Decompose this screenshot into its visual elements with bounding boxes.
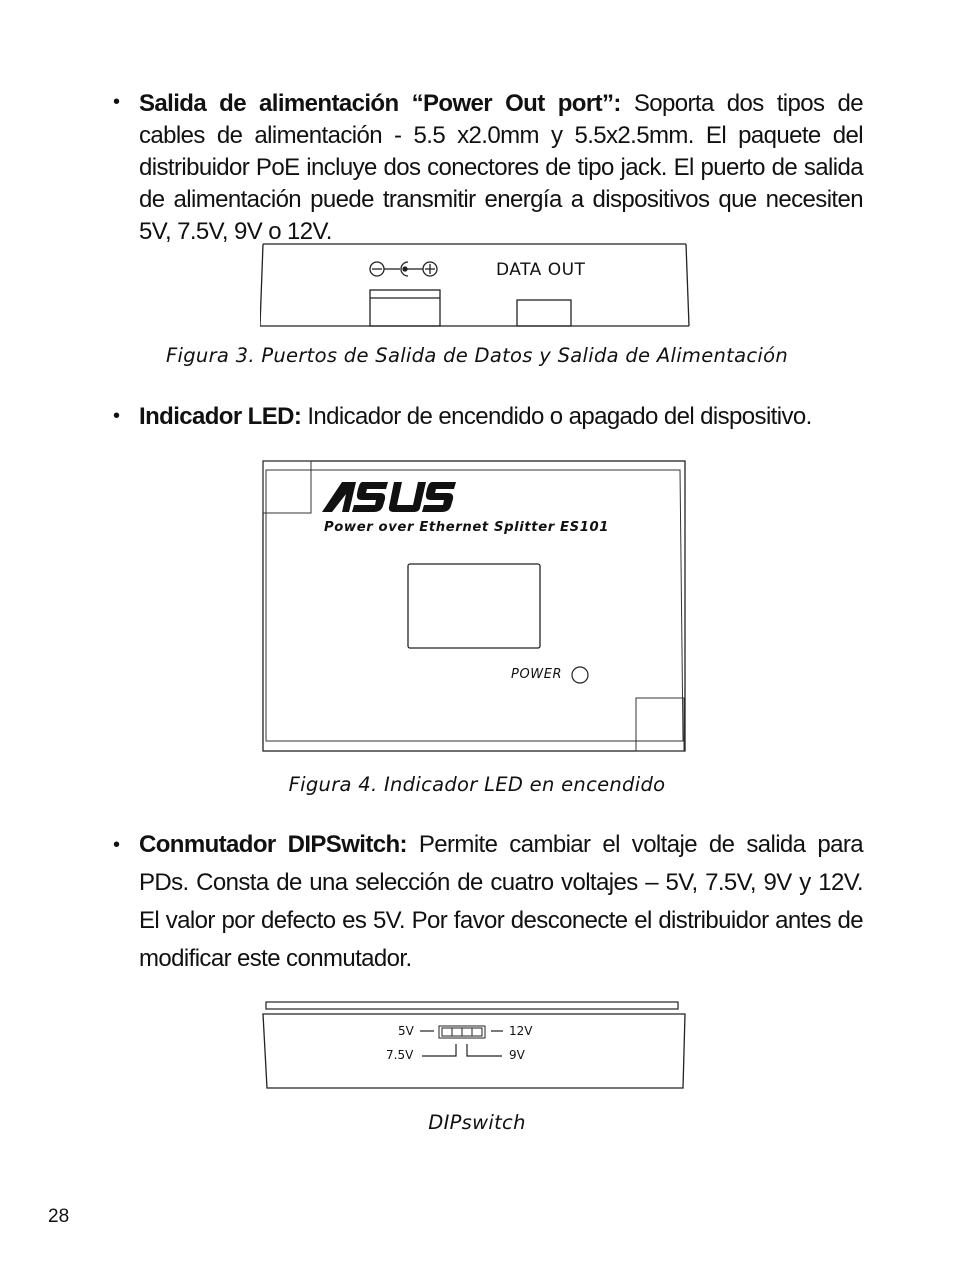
bullet-title: Salida de alimentación “Power Out port”:: [139, 90, 621, 117]
bullet-dipswitch: [139, 826, 863, 978]
figure-4-device: [262, 460, 686, 754]
bullet-title: Conmutador DIPSwitch:: [139, 831, 407, 858]
label-7-5v: 7.5V: [386, 1048, 414, 1062]
bullet-text: Permite cambiar el voltaje de salida para PDs. Consta de una selección de cuatro voltajes – 5V, 7.5V, 9V y 12V. El valor por defecto es 5V. Por favor desconecte el distribuidor antes de modificar este conmutador.: [139, 831, 863, 972]
bullet-marker: •: [113, 91, 121, 113]
bullet-power-out: [139, 88, 863, 248]
figure-3-caption: Figura 3. Puertos de Salida de Datos y Salida de Alimentación: [166, 344, 788, 367]
power-out-port: [370, 290, 440, 326]
figure-4-caption: Figura 4. Indicador LED en encendido: [288, 773, 666, 796]
label-12v: 12V: [509, 1024, 533, 1038]
port-panel-drawing: [260, 242, 690, 328]
asus-logo: [322, 482, 456, 512]
dipswitch-caption: DIPswitch: [428, 1111, 526, 1134]
bullet-led: [139, 401, 863, 433]
dip-switch-block: [439, 1026, 485, 1038]
dipswitch-drawing: [262, 1000, 688, 1092]
data-out-port: [517, 300, 571, 326]
power-label: POWER: [511, 667, 563, 682]
label-9v: 9V: [509, 1048, 525, 1062]
page-number: 28: [48, 1206, 70, 1227]
bullet-marker: •: [113, 834, 121, 856]
polarity-symbol-icon: [370, 262, 437, 276]
bullet-text: Soporta dos tipos de cables de alimentación - 5.5 x2.0mm y 5.5x2.5mm. El paquete del distribuidor PoE incluye dos conectores de tipo jack. El puerto de salida de alimentación puede transmitir energía a dispositivos que necesiten 5V, 7.5V, 9V o 12V.: [139, 90, 863, 245]
data-out-label: DATA OUT: [496, 260, 586, 280]
bullet-title: Indicador LED:: [139, 403, 302, 430]
label-5v: 5V: [398, 1024, 414, 1038]
product-label: Power over Ethernet Splitter ES101: [324, 520, 610, 535]
bullet-text: Indicador de encendido o apagado del dispositivo.: [307, 403, 812, 430]
dipswitch-diagram: [262, 1000, 688, 1092]
bullet-marker: •: [113, 405, 121, 427]
display-window: [408, 564, 540, 648]
power-led-icon: [572, 667, 588, 683]
figure-3-diagram: [260, 242, 690, 328]
